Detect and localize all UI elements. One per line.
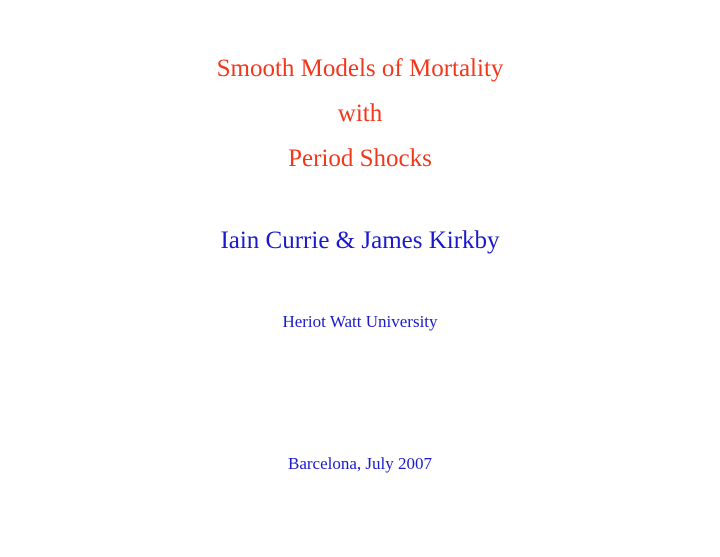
title-line-2: with <box>337 100 383 127</box>
title-line-1: Smooth Models of Mortality <box>216 55 504 82</box>
title-line-3: Period Shocks <box>288 145 432 172</box>
authors: Iain Currie & James Kirkby <box>220 227 500 254</box>
affiliation: Heriot Watt University <box>282 312 438 331</box>
venue-date: Barcelona, July 2007 <box>288 454 432 473</box>
